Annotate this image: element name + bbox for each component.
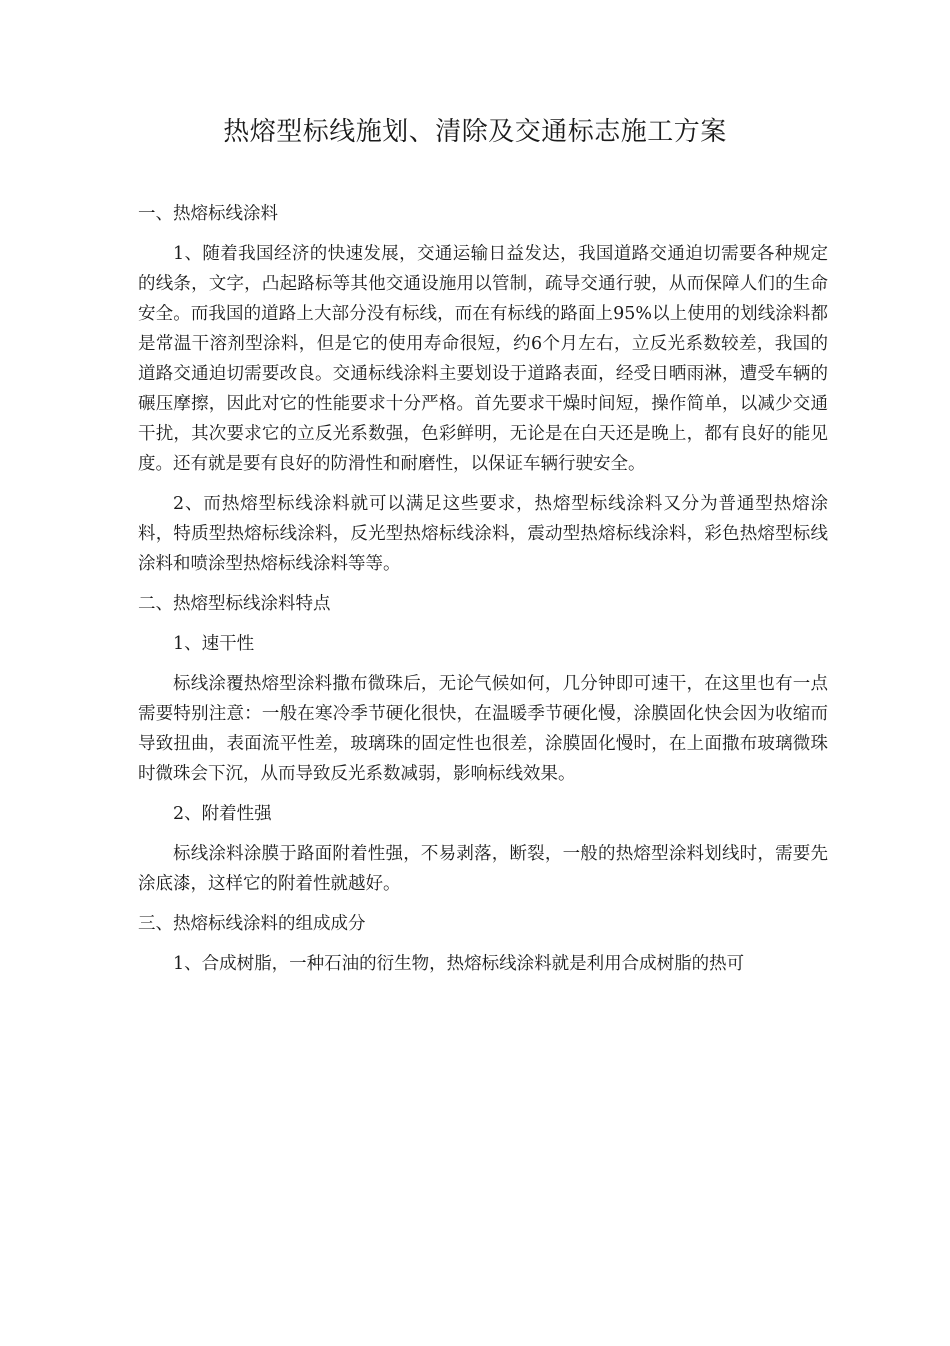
paragraph: 1、合成树脂，一种石油的衍生物，热熔标线涂料就是利用合成树脂的热可 — [173, 954, 745, 974]
paragraph: 标线涂覆热熔型涂料撒布微珠后，无论气候如何，几分钟即可速干，在这里也有一点需要特别注意：一般在寒冷季节硬化很快，在温暖季节硬化慢，涂膜固化快会因为收缩而导致扭曲，表面流平性差，玻璃珠的固定性也很差，涂膜固化慢时，在上面撒布玻璃微珠时微珠会下沉，从而导致反光系数减弱，影响标线效果。 — [138, 674, 828, 784]
document-body — [138, 199, 828, 989]
subsection-heading: 2、附着性强 — [173, 804, 272, 824]
section-heading-1: 一、热熔标线涂料 — [138, 204, 278, 224]
section-heading-2: 二、热熔型标线涂料特点 — [138, 594, 331, 614]
document-title: 热熔型标线施划、清除及交通标志施工方案 — [223, 117, 727, 147]
paragraph: 1、随着我国经济的快速发展，交通运输日益发达，我国道路交通迫切需要各种规定的线条，文字，凸起路标等其他交通设施用以管制，疏导交通行驶，从而保障人们的生命安全。而我国的道路上大部分没有标线，而在有标线的路面上95%以上使用的划线涂料都是常温干溶剂型涂料，但是它的使用寿命很短，约6个月左右，立反光系数较差，我国的道路交通迫切需要改良。交通标线涂料主要划设于道路表面，经受日晒雨淋，遭受车辆的碾压摩擦，因此对它的性能要求十分严格。首先要求干燥时间短，操作简单，以减少交通干扰，其次要求它的立反光系数强，色彩鲜明，无论是在白天还是晚上，都有良好的能见度。还有就是要有良好的防滑性和耐磨性，以保证车辆行驶安全。 — [138, 244, 828, 474]
paragraph: 标线涂料涂膜于路面附着性强，不易剥落，断裂，一般的热熔型涂料划线时，需要先涂底漆，这样它的附着性就越好。 — [138, 844, 828, 894]
paragraph: 2、而热熔型标线涂料就可以满足这些要求，热熔型标线涂料又分为普通型热熔涂料，特质型热熔标线涂料，反光型热熔标线涂料，震动型热熔标线涂料，彩色热熔型标线涂料和喷涂型热熔标线涂料等等。 — [138, 494, 828, 574]
section-heading-3: 三、热熔标线涂料的组成成分 — [138, 914, 366, 934]
subsection-heading: 1、速干性 — [173, 634, 255, 654]
